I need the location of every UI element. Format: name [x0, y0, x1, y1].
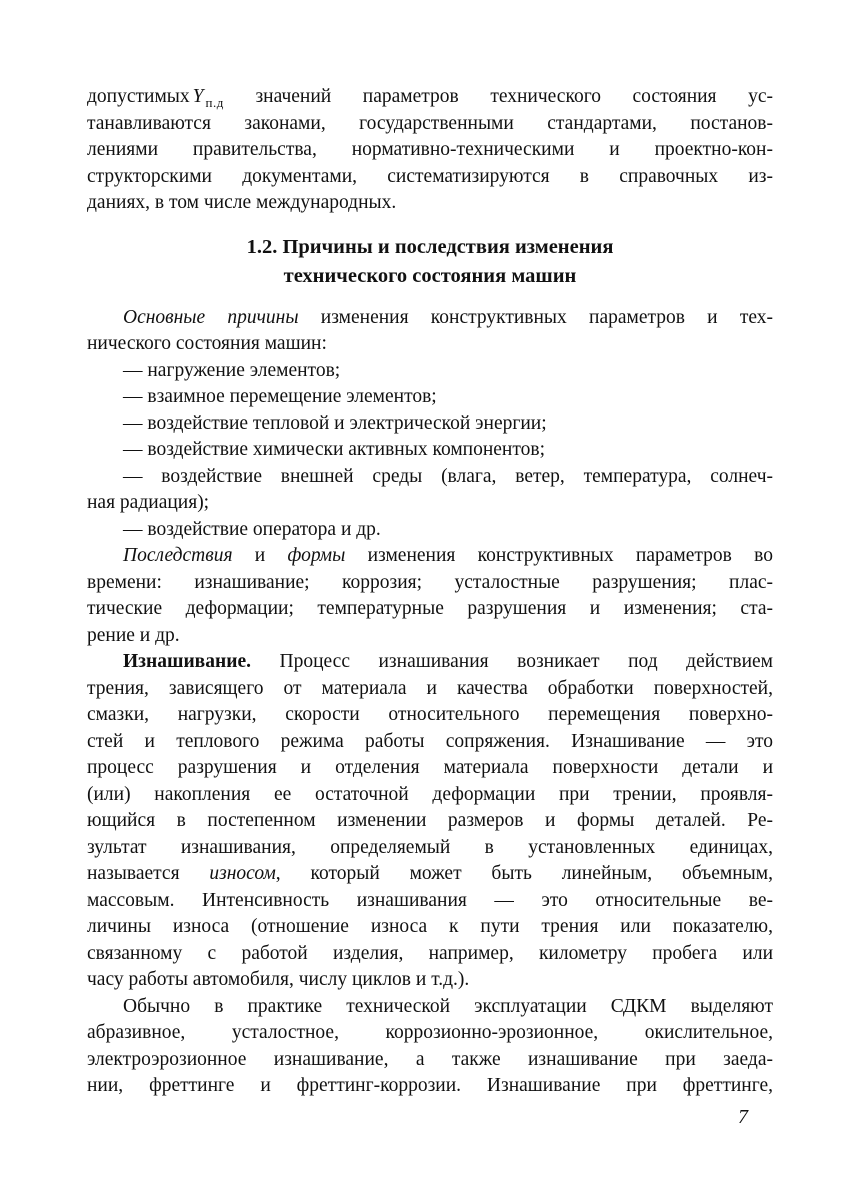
list-item: — воздействие оператора и др. [123, 518, 381, 540]
text-line: часу работы автомобиля, числу циклов и т.д.). [87, 969, 470, 990]
italic-term: Основные причины [123, 306, 299, 328]
text-line: ющийся в постепенном изменении размеров и формы деталей. Ре- [87, 810, 773, 831]
section-heading-line: 1.2. Причины и последствия изменения [246, 235, 614, 258]
text-line: танавливаются законами, государственными стандартами, постанов- [87, 112, 773, 134]
text-line [87, 861, 773, 888]
text-line: (или) накопления ее остаточной деформации при трении, проявля- [87, 783, 773, 805]
text-line: зультат изнашивания, определяемый в установленных единицах, [87, 836, 773, 858]
italic-term: формы [287, 545, 346, 566]
text-segment: изменения конструктивных параметров и тех- [298, 306, 773, 328]
text-line: электроэрозионное изнашивание, а также изнашивание при заеда- [87, 1048, 773, 1070]
subscript: п.д [205, 95, 224, 110]
paragraph-wear [87, 649, 773, 994]
text-segment: допустимых [87, 86, 190, 107]
text-segment: , который может быть линейным, объемным, [275, 863, 773, 884]
paragraph-intro [87, 84, 773, 217]
text-segment: значений параметров технического состояния ус- [255, 86, 774, 107]
text-line: тические деформации; температурные разрушения и изменения; ста- [87, 598, 773, 619]
list-item-continuation: ная радиация); [87, 492, 210, 513]
section-heading-line: технического состояния машин [283, 264, 577, 287]
text-segment: и [232, 545, 288, 566]
text-line: смазки, нагрузки, скорости относительного перемещения поверхно- [87, 704, 773, 725]
text-line [87, 649, 773, 676]
text-line: нического состояния машин: [87, 333, 327, 354]
text-line [87, 84, 773, 111]
paragraph-consequences [87, 543, 773, 649]
paragraph-causes [87, 305, 773, 358]
list-item: — воздействие химически активных компонентов; [123, 439, 546, 460]
list-item: — воздействие тепловой и электрической энергии; [123, 412, 547, 434]
text-line: абразивное, усталостное, коррозионно-эрозионное, окислительное, [87, 1022, 773, 1043]
text-line [87, 305, 773, 332]
text-line [87, 543, 773, 570]
text-line: личины износа (отношение износа к пути трения или показателю, [87, 916, 773, 937]
text-line: массовым. Интенсивность изнашивания — это относительные ве- [87, 889, 773, 911]
list-item: — нагружение элементов; [123, 359, 341, 381]
page-content [87, 84, 773, 1100]
italic-term: износом [209, 863, 276, 884]
text-line: даниях, в том числе международных. [87, 192, 397, 213]
section-heading [87, 233, 773, 291]
text-segment: называется [87, 863, 210, 884]
text-line: лениями правительства, нормативно-техническими и проектно-кон- [87, 139, 773, 160]
text-segment: Процесс изнашивания возникает под действием [250, 651, 773, 672]
text-line: нии, фреттинге и фреттинг-коррозии. Изнашивание при фреттинге, [87, 1075, 773, 1096]
text-line: структорскими документами, систематизируются в справочных из- [87, 165, 773, 187]
paragraph-wear-types [87, 994, 773, 1100]
list-item: — взаимное перемещение элементов; [123, 386, 437, 407]
variable-symbol: Y [192, 86, 204, 107]
text-line: рение и др. [87, 624, 180, 646]
text-line: процесс разрушения и отделения материала поверхности детали и [87, 757, 773, 778]
page-number: 7 [738, 1106, 748, 1128]
bold-term: Изнашивание. [123, 651, 251, 672]
bullet-list [87, 358, 773, 544]
italic-term: Последствия [123, 545, 233, 566]
text-line: связанному с работой изделия, например, километру пробега или [87, 942, 773, 964]
list-item: — воздействие внешней среды (влага, ветер, температура, солнеч- [123, 465, 773, 487]
text-line: времени: изнашивание; коррозия; усталостные разрушения; плас- [87, 571, 773, 593]
text-line: Обычно в практике технической эксплуатации СДКМ выделяют [123, 995, 773, 1017]
text-segment: изменения конструктивных параметров во [345, 545, 773, 566]
text-line: трения, зависящего от материала и качества обработки поверхностей, [87, 677, 773, 699]
text-line: стей и теплового режима работы сопряжения. Изнашивание — это [87, 730, 773, 752]
